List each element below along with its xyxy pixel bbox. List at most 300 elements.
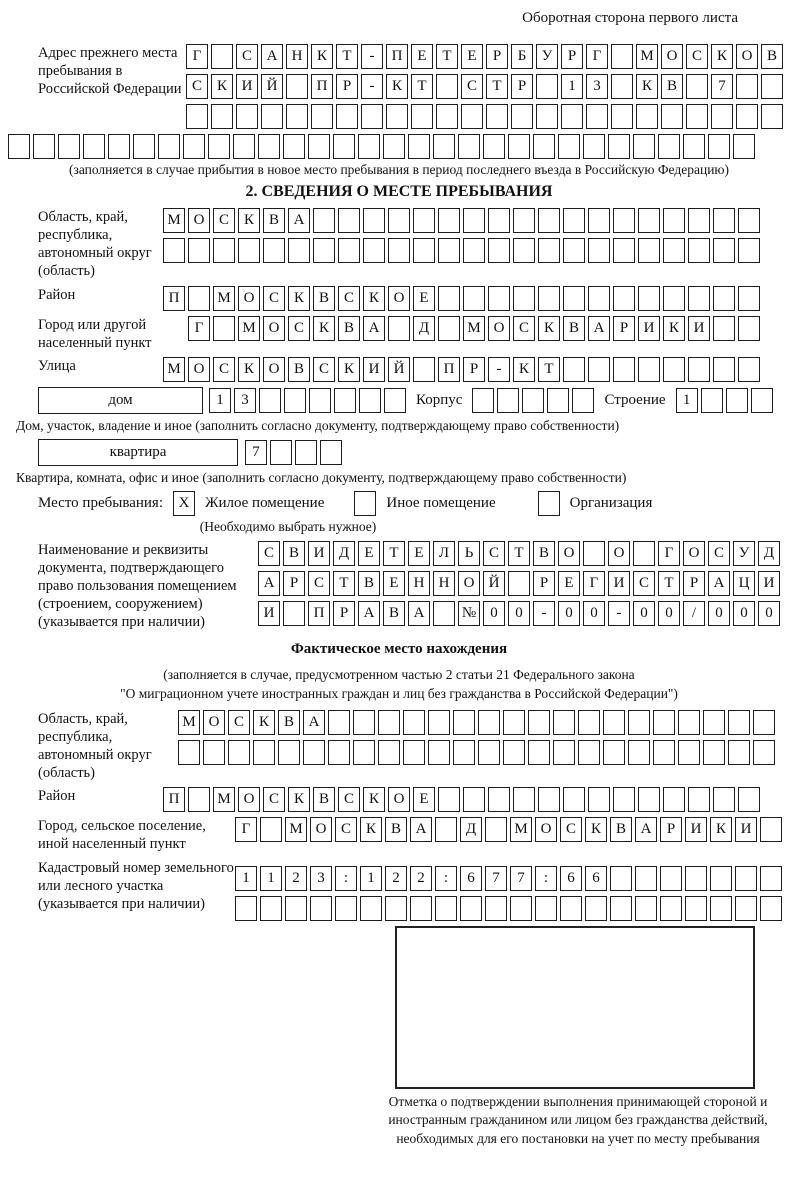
char-cell[interactable]: Р bbox=[511, 74, 533, 99]
char-cell[interactable] bbox=[738, 208, 760, 233]
char-cell[interactable]: К bbox=[636, 74, 658, 99]
char-cell[interactable]: Р bbox=[683, 571, 705, 596]
char-cell[interactable] bbox=[713, 316, 735, 341]
char-cell[interactable] bbox=[713, 286, 735, 311]
char-cell[interactable] bbox=[683, 134, 705, 159]
char-cell[interactable] bbox=[133, 134, 155, 159]
char-cell[interactable] bbox=[528, 740, 550, 765]
char-cell[interactable]: А bbox=[258, 571, 280, 596]
char-cell[interactable] bbox=[563, 357, 585, 382]
char-cell[interactable]: - bbox=[533, 601, 555, 626]
char-cell[interactable] bbox=[678, 710, 700, 735]
char-cell[interactable]: В bbox=[313, 787, 335, 812]
char-cell[interactable]: К bbox=[313, 316, 335, 341]
char-cell[interactable] bbox=[558, 134, 580, 159]
char-cell[interactable] bbox=[713, 208, 735, 233]
char-cell[interactable]: И bbox=[638, 316, 660, 341]
char-cell[interactable]: С bbox=[288, 316, 310, 341]
char-cell[interactable]: 0 bbox=[633, 601, 655, 626]
char-cell[interactable]: М bbox=[178, 710, 200, 735]
char-cell[interactable]: И bbox=[308, 541, 330, 566]
char-cell[interactable] bbox=[503, 710, 525, 735]
char-cell[interactable]: И bbox=[688, 316, 710, 341]
char-cell[interactable]: К bbox=[238, 357, 260, 382]
char-cell[interactable]: М bbox=[238, 316, 260, 341]
char-cell[interactable]: 1 bbox=[676, 388, 698, 413]
char-cell[interactable]: 0 bbox=[733, 601, 755, 626]
char-cell[interactable]: С bbox=[483, 541, 505, 566]
char-cell[interactable]: Т bbox=[486, 74, 508, 99]
char-cell[interactable]: С bbox=[461, 74, 483, 99]
char-cell[interactable] bbox=[563, 286, 585, 311]
char-cell[interactable]: И bbox=[685, 817, 707, 842]
char-cell[interactable] bbox=[438, 316, 460, 341]
char-cell[interactable] bbox=[378, 710, 400, 735]
char-cell[interactable] bbox=[384, 388, 406, 413]
char-cell[interactable]: : bbox=[535, 866, 557, 891]
char-cell[interactable]: С bbox=[263, 787, 285, 812]
char-cell[interactable] bbox=[610, 896, 632, 921]
char-cell[interactable] bbox=[688, 238, 710, 263]
char-cell[interactable]: У bbox=[733, 541, 755, 566]
char-cell[interactable]: № bbox=[458, 601, 480, 626]
char-cell[interactable] bbox=[258, 134, 280, 159]
char-cell[interactable] bbox=[208, 134, 230, 159]
char-cell[interactable] bbox=[408, 134, 430, 159]
char-cell[interactable]: 0 bbox=[758, 601, 780, 626]
char-cell[interactable] bbox=[436, 74, 458, 99]
char-cell[interactable]: 0 bbox=[658, 601, 680, 626]
char-cell[interactable] bbox=[211, 44, 233, 69]
char-cell[interactable] bbox=[547, 388, 569, 413]
char-cell[interactable] bbox=[353, 740, 375, 765]
char-cell[interactable] bbox=[633, 541, 655, 566]
char-cell[interactable] bbox=[338, 208, 360, 233]
char-cell[interactable]: К bbox=[538, 316, 560, 341]
char-cell[interactable] bbox=[603, 710, 625, 735]
char-cell[interactable] bbox=[585, 896, 607, 921]
char-cell[interactable] bbox=[288, 238, 310, 263]
char-cell[interactable] bbox=[735, 896, 757, 921]
char-cell[interactable]: О bbox=[263, 316, 285, 341]
char-cell[interactable] bbox=[538, 208, 560, 233]
char-cell[interactable] bbox=[663, 286, 685, 311]
char-cell[interactable]: 0 bbox=[483, 601, 505, 626]
char-cell[interactable]: Е bbox=[358, 541, 380, 566]
char-cell[interactable]: В bbox=[761, 44, 783, 69]
char-cell[interactable] bbox=[238, 238, 260, 263]
char-cell[interactable] bbox=[259, 388, 281, 413]
char-cell[interactable]: 0 bbox=[558, 601, 580, 626]
char-cell[interactable]: О bbox=[488, 316, 510, 341]
char-cell[interactable] bbox=[386, 104, 408, 129]
char-cell[interactable]: А bbox=[408, 601, 430, 626]
char-cell[interactable]: О bbox=[736, 44, 758, 69]
char-cell[interactable] bbox=[610, 866, 632, 891]
char-cell[interactable] bbox=[760, 896, 782, 921]
char-cell[interactable]: К bbox=[585, 817, 607, 842]
char-cell[interactable]: Д bbox=[758, 541, 780, 566]
char-cell[interactable]: Р bbox=[486, 44, 508, 69]
char-cell[interactable] bbox=[228, 740, 250, 765]
char-cell[interactable] bbox=[560, 896, 582, 921]
char-cell[interactable]: Л bbox=[433, 541, 455, 566]
char-cell[interactable]: С bbox=[228, 710, 250, 735]
char-cell[interactable]: Д bbox=[333, 541, 355, 566]
char-cell[interactable] bbox=[433, 601, 455, 626]
char-cell[interactable] bbox=[686, 74, 708, 99]
char-cell[interactable]: О bbox=[188, 357, 210, 382]
char-cell[interactable]: С bbox=[186, 74, 208, 99]
char-cell[interactable] bbox=[513, 208, 535, 233]
char-cell[interactable]: О bbox=[661, 44, 683, 69]
char-cell[interactable] bbox=[663, 787, 685, 812]
char-cell[interactable]: Т bbox=[508, 541, 530, 566]
char-cell[interactable] bbox=[761, 74, 783, 99]
char-cell[interactable] bbox=[438, 787, 460, 812]
char-cell[interactable] bbox=[158, 134, 180, 159]
char-cell[interactable] bbox=[83, 134, 105, 159]
char-cell[interactable] bbox=[483, 134, 505, 159]
char-cell[interactable]: Ь bbox=[458, 541, 480, 566]
char-cell[interactable] bbox=[433, 134, 455, 159]
char-cell[interactable]: В bbox=[288, 357, 310, 382]
char-cell[interactable] bbox=[685, 866, 707, 891]
char-cell[interactable] bbox=[635, 866, 657, 891]
char-cell[interactable] bbox=[488, 286, 510, 311]
char-cell[interactable] bbox=[413, 238, 435, 263]
char-cell[interactable] bbox=[735, 866, 757, 891]
char-cell[interactable] bbox=[613, 357, 635, 382]
char-cell[interactable] bbox=[428, 740, 450, 765]
char-cell[interactable] bbox=[508, 134, 530, 159]
char-cell[interactable]: Г bbox=[186, 44, 208, 69]
char-cell[interactable]: К bbox=[338, 357, 360, 382]
char-cell[interactable] bbox=[411, 104, 433, 129]
char-cell[interactable] bbox=[688, 286, 710, 311]
char-cell[interactable]: О bbox=[683, 541, 705, 566]
char-cell[interactable]: Р bbox=[561, 44, 583, 69]
char-cell[interactable]: : bbox=[435, 866, 457, 891]
char-cell[interactable] bbox=[736, 74, 758, 99]
char-cell[interactable] bbox=[703, 710, 725, 735]
char-cell[interactable]: В bbox=[661, 74, 683, 99]
char-cell[interactable]: Е bbox=[411, 44, 433, 69]
char-cell[interactable]: С bbox=[213, 208, 235, 233]
char-cell[interactable] bbox=[603, 740, 625, 765]
char-cell[interactable]: К bbox=[386, 74, 408, 99]
char-cell[interactable]: И bbox=[363, 357, 385, 382]
char-cell[interactable] bbox=[211, 104, 233, 129]
char-cell[interactable]: С bbox=[258, 541, 280, 566]
char-cell[interactable] bbox=[333, 134, 355, 159]
char-cell[interactable] bbox=[738, 286, 760, 311]
char-cell[interactable]: П bbox=[163, 787, 185, 812]
char-cell[interactable] bbox=[563, 787, 585, 812]
char-cell[interactable]: 7 bbox=[485, 866, 507, 891]
char-cell[interactable] bbox=[461, 104, 483, 129]
char-cell[interactable] bbox=[285, 896, 307, 921]
char-cell[interactable] bbox=[478, 740, 500, 765]
char-cell[interactable] bbox=[703, 740, 725, 765]
char-cell[interactable] bbox=[213, 316, 235, 341]
char-cell[interactable]: Т bbox=[411, 74, 433, 99]
char-cell[interactable] bbox=[303, 740, 325, 765]
char-cell[interactable] bbox=[663, 238, 685, 263]
char-cell[interactable] bbox=[638, 357, 660, 382]
char-cell[interactable] bbox=[253, 740, 275, 765]
char-cell[interactable]: 0 bbox=[708, 601, 730, 626]
char-cell[interactable]: Е bbox=[408, 541, 430, 566]
char-cell[interactable] bbox=[611, 104, 633, 129]
char-cell[interactable]: Т bbox=[336, 44, 358, 69]
char-cell[interactable] bbox=[310, 896, 332, 921]
char-cell[interactable] bbox=[413, 208, 435, 233]
char-cell[interactable]: Б bbox=[511, 44, 533, 69]
char-cell[interactable]: В bbox=[283, 541, 305, 566]
char-cell[interactable] bbox=[663, 208, 685, 233]
char-cell[interactable] bbox=[638, 238, 660, 263]
char-cell[interactable] bbox=[636, 104, 658, 129]
char-cell[interactable] bbox=[510, 896, 532, 921]
char-cell[interactable]: Р bbox=[463, 357, 485, 382]
char-cell[interactable] bbox=[613, 286, 635, 311]
char-cell[interactable]: - bbox=[361, 44, 383, 69]
char-cell[interactable] bbox=[611, 44, 633, 69]
char-cell[interactable] bbox=[563, 238, 585, 263]
char-cell[interactable] bbox=[358, 134, 380, 159]
char-cell[interactable] bbox=[270, 440, 292, 465]
char-cell[interactable] bbox=[453, 710, 475, 735]
char-cell[interactable] bbox=[710, 866, 732, 891]
char-cell[interactable]: Р bbox=[283, 571, 305, 596]
char-cell[interactable] bbox=[295, 440, 317, 465]
char-cell[interactable] bbox=[588, 238, 610, 263]
char-cell[interactable]: С bbox=[313, 357, 335, 382]
char-cell[interactable] bbox=[633, 134, 655, 159]
char-cell[interactable]: Ц bbox=[733, 571, 755, 596]
char-cell[interactable] bbox=[701, 388, 723, 413]
char-cell[interactable]: Т bbox=[383, 541, 405, 566]
char-cell[interactable]: И bbox=[735, 817, 757, 842]
char-cell[interactable] bbox=[203, 740, 225, 765]
char-cell[interactable]: К bbox=[211, 74, 233, 99]
char-cell[interactable] bbox=[413, 357, 435, 382]
char-cell[interactable] bbox=[485, 817, 507, 842]
char-cell[interactable] bbox=[260, 896, 282, 921]
char-cell[interactable] bbox=[760, 817, 782, 842]
char-cell[interactable] bbox=[438, 238, 460, 263]
char-cell[interactable] bbox=[485, 896, 507, 921]
char-cell[interactable]: - bbox=[608, 601, 630, 626]
char-cell[interactable] bbox=[688, 787, 710, 812]
char-cell[interactable] bbox=[403, 740, 425, 765]
char-cell[interactable]: О bbox=[388, 286, 410, 311]
char-cell[interactable]: И bbox=[758, 571, 780, 596]
char-cell[interactable] bbox=[688, 208, 710, 233]
char-cell[interactable] bbox=[663, 357, 685, 382]
char-cell[interactable]: М bbox=[213, 787, 235, 812]
char-cell[interactable]: С bbox=[213, 357, 235, 382]
char-cell[interactable] bbox=[628, 710, 650, 735]
char-cell[interactable] bbox=[588, 357, 610, 382]
char-cell[interactable] bbox=[359, 388, 381, 413]
char-cell[interactable] bbox=[183, 134, 205, 159]
char-cell[interactable] bbox=[311, 104, 333, 129]
char-cell[interactable] bbox=[535, 896, 557, 921]
char-cell[interactable] bbox=[561, 104, 583, 129]
char-cell[interactable]: С bbox=[338, 286, 360, 311]
char-cell[interactable] bbox=[753, 710, 775, 735]
char-cell[interactable]: К bbox=[363, 787, 385, 812]
char-cell[interactable]: О bbox=[458, 571, 480, 596]
char-cell[interactable]: В bbox=[338, 316, 360, 341]
char-cell[interactable]: / bbox=[683, 601, 705, 626]
char-cell[interactable] bbox=[660, 866, 682, 891]
char-cell[interactable]: С bbox=[560, 817, 582, 842]
char-cell[interactable] bbox=[360, 896, 382, 921]
char-cell[interactable] bbox=[738, 238, 760, 263]
char-cell[interactable] bbox=[410, 896, 432, 921]
char-cell[interactable]: К bbox=[288, 787, 310, 812]
char-cell[interactable] bbox=[320, 440, 342, 465]
char-cell[interactable] bbox=[738, 787, 760, 812]
char-cell[interactable]: С bbox=[513, 316, 535, 341]
char-cell[interactable]: К bbox=[711, 44, 733, 69]
char-cell[interactable]: К bbox=[238, 208, 260, 233]
char-cell[interactable] bbox=[388, 238, 410, 263]
char-cell[interactable]: В bbox=[358, 571, 380, 596]
char-cell[interactable] bbox=[761, 104, 783, 129]
char-cell[interactable] bbox=[638, 286, 660, 311]
char-cell[interactable]: М bbox=[163, 208, 185, 233]
char-cell[interactable] bbox=[653, 740, 675, 765]
char-cell[interactable]: 1 bbox=[360, 866, 382, 891]
char-cell[interactable]: К bbox=[710, 817, 732, 842]
char-cell[interactable] bbox=[738, 316, 760, 341]
char-cell[interactable] bbox=[583, 541, 605, 566]
char-cell[interactable] bbox=[283, 134, 305, 159]
char-cell[interactable] bbox=[528, 710, 550, 735]
char-cell[interactable] bbox=[33, 134, 55, 159]
char-cell[interactable]: 1 bbox=[260, 866, 282, 891]
char-cell[interactable]: В bbox=[610, 817, 632, 842]
char-cell[interactable]: К bbox=[288, 286, 310, 311]
char-cell[interactable] bbox=[108, 134, 130, 159]
char-cell[interactable]: Е bbox=[383, 571, 405, 596]
char-cell[interactable] bbox=[458, 134, 480, 159]
char-cell[interactable]: В bbox=[385, 817, 407, 842]
char-cell[interactable]: О bbox=[238, 787, 260, 812]
char-cell[interactable] bbox=[588, 787, 610, 812]
char-cell[interactable]: А bbox=[588, 316, 610, 341]
char-cell[interactable] bbox=[438, 208, 460, 233]
char-cell[interactable] bbox=[713, 357, 735, 382]
char-cell[interactable]: Т bbox=[333, 571, 355, 596]
char-cell[interactable] bbox=[308, 134, 330, 159]
char-cell[interactable] bbox=[388, 208, 410, 233]
char-cell[interactable]: Й bbox=[261, 74, 283, 99]
char-cell[interactable] bbox=[328, 740, 350, 765]
char-cell[interactable]: Н bbox=[433, 571, 455, 596]
char-cell[interactable] bbox=[472, 388, 494, 413]
char-cell[interactable] bbox=[538, 238, 560, 263]
char-cell[interactable]: : bbox=[335, 866, 357, 891]
char-cell[interactable] bbox=[478, 710, 500, 735]
char-cell[interactable] bbox=[488, 238, 510, 263]
char-cell[interactable] bbox=[613, 787, 635, 812]
char-cell[interactable]: Е bbox=[558, 571, 580, 596]
char-cell[interactable]: П bbox=[438, 357, 460, 382]
char-cell[interactable] bbox=[278, 740, 300, 765]
char-cell[interactable] bbox=[522, 388, 544, 413]
char-cell[interactable]: 2 bbox=[285, 866, 307, 891]
char-cell[interactable]: А bbox=[363, 316, 385, 341]
char-cell[interactable] bbox=[613, 238, 635, 263]
char-cell[interactable]: Г bbox=[235, 817, 257, 842]
char-cell[interactable]: В bbox=[563, 316, 585, 341]
char-cell[interactable]: 7 bbox=[510, 866, 532, 891]
char-cell[interactable] bbox=[660, 896, 682, 921]
char-cell[interactable] bbox=[313, 238, 335, 263]
char-cell[interactable] bbox=[335, 896, 357, 921]
char-cell[interactable] bbox=[538, 787, 560, 812]
char-cell[interactable]: И bbox=[236, 74, 258, 99]
char-cell[interactable] bbox=[338, 238, 360, 263]
char-cell[interactable]: Г bbox=[586, 44, 608, 69]
char-cell[interactable]: 1 bbox=[209, 388, 231, 413]
char-cell[interactable] bbox=[728, 740, 750, 765]
char-cell[interactable]: С bbox=[263, 286, 285, 311]
char-cell[interactable]: К bbox=[253, 710, 275, 735]
char-cell[interactable] bbox=[710, 896, 732, 921]
char-cell[interactable]: 6 bbox=[585, 866, 607, 891]
char-cell[interactable]: А bbox=[288, 208, 310, 233]
char-cell[interactable]: 3 bbox=[310, 866, 332, 891]
char-cell[interactable]: - bbox=[488, 357, 510, 382]
char-cell[interactable] bbox=[286, 74, 308, 99]
char-cell[interactable] bbox=[638, 208, 660, 233]
char-cell[interactable] bbox=[378, 740, 400, 765]
char-cell[interactable]: А bbox=[635, 817, 657, 842]
char-cell[interactable] bbox=[513, 238, 535, 263]
char-cell[interactable]: 3 bbox=[586, 74, 608, 99]
char-cell[interactable]: 7 bbox=[245, 440, 267, 465]
char-cell[interactable] bbox=[736, 104, 758, 129]
char-cell[interactable] bbox=[536, 74, 558, 99]
char-cell[interactable]: 6 bbox=[560, 866, 582, 891]
char-cell[interactable] bbox=[188, 238, 210, 263]
char-cell[interactable]: М bbox=[163, 357, 185, 382]
char-cell[interactable] bbox=[572, 388, 594, 413]
char-cell[interactable] bbox=[538, 286, 560, 311]
char-cell[interactable]: О bbox=[188, 208, 210, 233]
char-cell[interactable] bbox=[661, 104, 683, 129]
char-cell[interactable] bbox=[751, 388, 773, 413]
char-cell[interactable]: О bbox=[263, 357, 285, 382]
char-cell[interactable] bbox=[186, 104, 208, 129]
char-cell[interactable]: П bbox=[386, 44, 408, 69]
char-cell[interactable] bbox=[263, 238, 285, 263]
char-cell[interactable]: К bbox=[360, 817, 382, 842]
char-cell[interactable] bbox=[163, 238, 185, 263]
residential-checkbox[interactable]: X bbox=[173, 491, 195, 516]
char-cell[interactable] bbox=[463, 208, 485, 233]
char-cell[interactable]: 0 bbox=[508, 601, 530, 626]
char-cell[interactable]: О bbox=[388, 787, 410, 812]
char-cell[interactable] bbox=[284, 388, 306, 413]
char-cell[interactable] bbox=[463, 238, 485, 263]
